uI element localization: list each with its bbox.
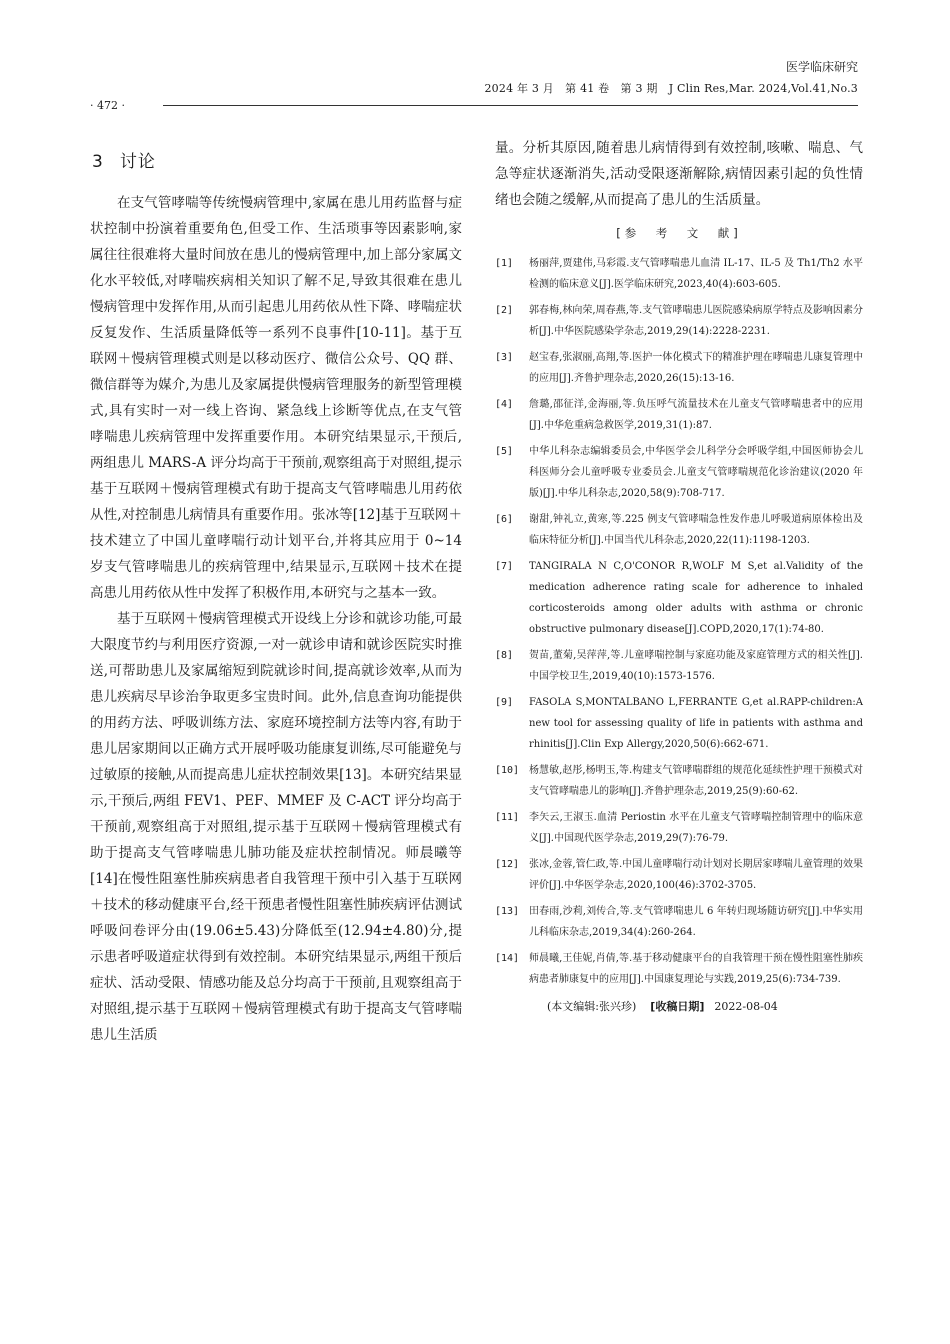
reference-item	[495, 692, 863, 755]
section-number: 3	[92, 152, 104, 172]
discussion-paragraph-1: 在支气管哮喘等传统慢病管理中,家属在患儿用药监督与症状控制中扮演着重要角色,但受工作、生活琐事等因素影响,家属往往很难将大量时间放在患儿的慢病管理中,加上部分家属文化水平较低,对哮喘疾病相关知识了解不足,导致其很难在患儿慢病管理中发挥作用,从而引起患儿用药依从性下降、哮喘症状反复发作、生活质量降低等一系列不良事件[10-11]。基于互联网＋慢病管理模式则是以移动医疗、微信公众号、QQ 群、微信群等为媒介,为患儿及家属提供慢病管理服务的新型管理模式,具有实时一对一线上咨询、紧急线上诊断等优点,在支气管哮喘患儿疾病管理中发挥重要作用。本研究结果显示,干预后,两组患儿 MARS-A 评分均高于干预前,观察组高于对照组,提示基于互联网＋慢病管理模式有助于提高支气管哮喘患儿用药依从性,对控制患儿病情具有重要作用。张冰等[12]基于互联网＋技术建立了中国儿童哮喘行动计划平台,并将其应用于 0~14 岁支气管哮喘患儿的疾病管理中,结果显示,互联网＋技术在提高患儿用药依从性中发挥了积极作用,本研究与之基本一致。	[90, 195, 462, 601]
reference-number: [8]	[495, 650, 514, 661]
right-column	[495, 135, 863, 1014]
reference-number: [3]	[495, 352, 514, 363]
reference-text: 赵宝春,张淑丽,高翔,等.医护一体化模式下的精准护理在哮喘患儿康复管理中的应用[J].齐鲁护理杂志,2020,26(15):13-16.	[529, 352, 863, 384]
reference-number: [9]	[495, 697, 514, 708]
received-date: 2022-08-04	[714, 1000, 778, 1013]
reference-text: 郭春梅,林向荣,周春燕,等.支气管哮喘患儿医院感染病原学特点及影响因素分析[J].中华医院感染学杂志,2019,29(14):2228-2231.	[529, 305, 863, 337]
reference-number: [4]	[495, 399, 514, 410]
received-label: [收稿日期]	[650, 1000, 705, 1013]
reference-item	[495, 253, 863, 295]
left-column	[90, 135, 462, 1048]
reference-number: [14]	[495, 953, 520, 964]
reference-number: [1]	[495, 258, 514, 269]
reference-item	[495, 441, 863, 504]
reference-text: 杨丽萍,贾建伟,马彩霞.支气管哮喘患儿血清 IL-17、IL-5 及 Th1/Th2 水平检测的临床意义[J].医学临床研究,2023,40(4):603-605.	[529, 258, 863, 290]
page-number: · 472 ·	[90, 99, 125, 112]
editor-note	[495, 998, 863, 1014]
reference-item	[495, 901, 863, 943]
reference-item	[495, 509, 863, 551]
reference-text: 杨慧敏,赵彤,杨明玉,等.构建支气管哮喘群组的规范化延续性护理干预模式对支气管哮喘患儿的影响[J].齐鲁护理杂志,2019,25(9):60-62.	[529, 765, 863, 797]
reference-number: [6]	[495, 514, 514, 525]
section-heading: 讨论	[119, 152, 156, 172]
editor-name: (本文编辑:张兴珍)	[547, 1000, 637, 1013]
discussion-paragraph-continued: 量。分析其原因,随着患儿病情得到有效控制,咳嗽、喘息、气急等症状逐渐消失,活动受限逐渐解除,病情因素引起的负性情绪也会随之缓解,从而提高了患儿的生活质量。	[495, 140, 863, 208]
reference-text: 田春雨,沙莉,刘传合,等.支气管哮喘患儿 6 年转归现场随访研究[J].中华实用儿科临床杂志,2019,34(4):260-264.	[529, 906, 863, 938]
reference-number: [11]	[495, 812, 520, 823]
reference-text: FASOLA S,MONTALBANO L,FERRANTE G,et al.RAPP-children:A new tool for assessing quality of life in patients with asthma and rhinitis[J].Clin Exp Allergy,2020,50(6):662-671.	[529, 697, 863, 750]
reference-item	[495, 300, 863, 342]
reference-text: 师晨曦,王佳妮,肖倩,等.基于移动健康平台的自我管理干预在慢性阻塞性肺疾病患者肺康复中的应用[J].中国康复理论与实践,2019,25(6):734-739.	[529, 953, 863, 985]
section-title	[92, 147, 462, 172]
reference-list	[495, 253, 863, 990]
reference-text: TANGIRALA N C,O'CONOR R,WOLF M S,et al.Validity of the medication adherence rating scale for adherence to inhaled corticosteroids among older adults with asthma or chronic obstructive pulmonary disease[J].COPD,2020,17(1):74-80.	[529, 561, 863, 635]
reference-item	[495, 645, 863, 687]
reference-item	[495, 854, 863, 896]
reference-number: [7]	[495, 561, 514, 572]
header-rule	[163, 105, 858, 106]
reference-item	[495, 807, 863, 849]
reference-item	[495, 556, 863, 640]
reference-text: 中华儿科杂志编辑委员会,中华医学会儿科学分会呼吸学组,中国医师协会儿科医师分会儿童呼吸专业委员会.儿童支气管哮喘规范化诊治建议(2020 年版)[J].中华儿科杂志,2020,58(9):708-717.	[529, 446, 863, 499]
issue-info: 2024 年 3 月 第 41 卷 第 3 期 J Clin Res,Mar. 2024,Vol.41,No.3	[484, 82, 858, 95]
reference-text: 谢甜,钟礼立,黄寒,等.225 例支气管哮喘急性发作患儿呼吸道病原体检出及临床特征分析[J].中国当代儿科杂志,2020,22(11):1198-1203.	[529, 514, 863, 546]
reference-text: 贺苗,董菊,吴萍萍,等.儿童哮喘控制与家庭功能及家庭管理方式的相关性[J].中国学校卫生,2019,40(10):1573-1576.	[529, 650, 863, 682]
discussion-paragraph-2: 基于互联网＋慢病管理模式开设线上分诊和就诊功能,可最大限度节约与利用医疗资源,一对一就诊申请和就诊医院实时推送,可帮助患儿及家属缩短到院就诊时间,提高就诊效率,从而为患儿疾病尽早诊治争取更多宝贵时间。此外,信息查询功能提供的用药方法、呼吸训练方法、家庭环境控制方法等内容,有助于患儿居家期间以正确方式开展呼吸功能康复训练,尽可能避免与过敏原的接触,从而提高患儿症状控制效果[13]。本研究结果显示,干预后,两组 FEV1、PEF、MMEF 及 C-ACT 评分均高于干预前,观察组高于对照组,提示基于互联网＋慢病管理模式有助于提高支气管哮喘患儿肺功能及症状控制情况。师晨曦等[14]在慢性阻塞性肺疾病患者自我管理干预中引入基于互联网＋技术的移动健康平台,经干预患者慢性阻塞性肺疾病评估测试呼吸问卷评分由(19.06±5.43)分降低至(12.94±4.80)分,提示患者呼吸道症状得到有效控制。本研究结果显示,两组干预后症状、活动受限、情感功能及总分均高于干预前,且观察组高于对照组,提示基于互联网＋慢病管理模式有助于提高支气管哮喘患儿生活质	[90, 611, 462, 1043]
reference-number: [12]	[495, 859, 520, 870]
reference-text: 李矢云,王淑玉.血清 Periostin 水平在儿童支气管哮喘控制管理中的临床意义[J].中国现代医学杂志,2019,29(7):76-79.	[529, 812, 863, 844]
reference-item	[495, 760, 863, 802]
journal-name: 医学临床研究	[785, 60, 858, 74]
reference-item	[495, 394, 863, 436]
references-title: [参 考 文 献]	[616, 226, 742, 240]
reference-number: [2]	[495, 305, 514, 316]
reference-item	[495, 948, 863, 990]
reference-item	[495, 347, 863, 389]
reference-number: [5]	[495, 446, 514, 457]
reference-text: 张冰,金蓉,管仁政,等.中国儿童哮喘行动计划对长期居家哮喘儿童管理的效果评价[J].中华医学杂志,2020,100(46):3702-3705.	[529, 859, 863, 891]
reference-text: 詹璐,邵征洋,金海丽,等.负压呼气流量技术在儿童支气管哮喘患者中的应用[J].中华危重病急救医学,2019,31(1):87.	[529, 399, 863, 431]
reference-number: [13]	[495, 906, 520, 917]
reference-number: [10]	[495, 765, 520, 776]
